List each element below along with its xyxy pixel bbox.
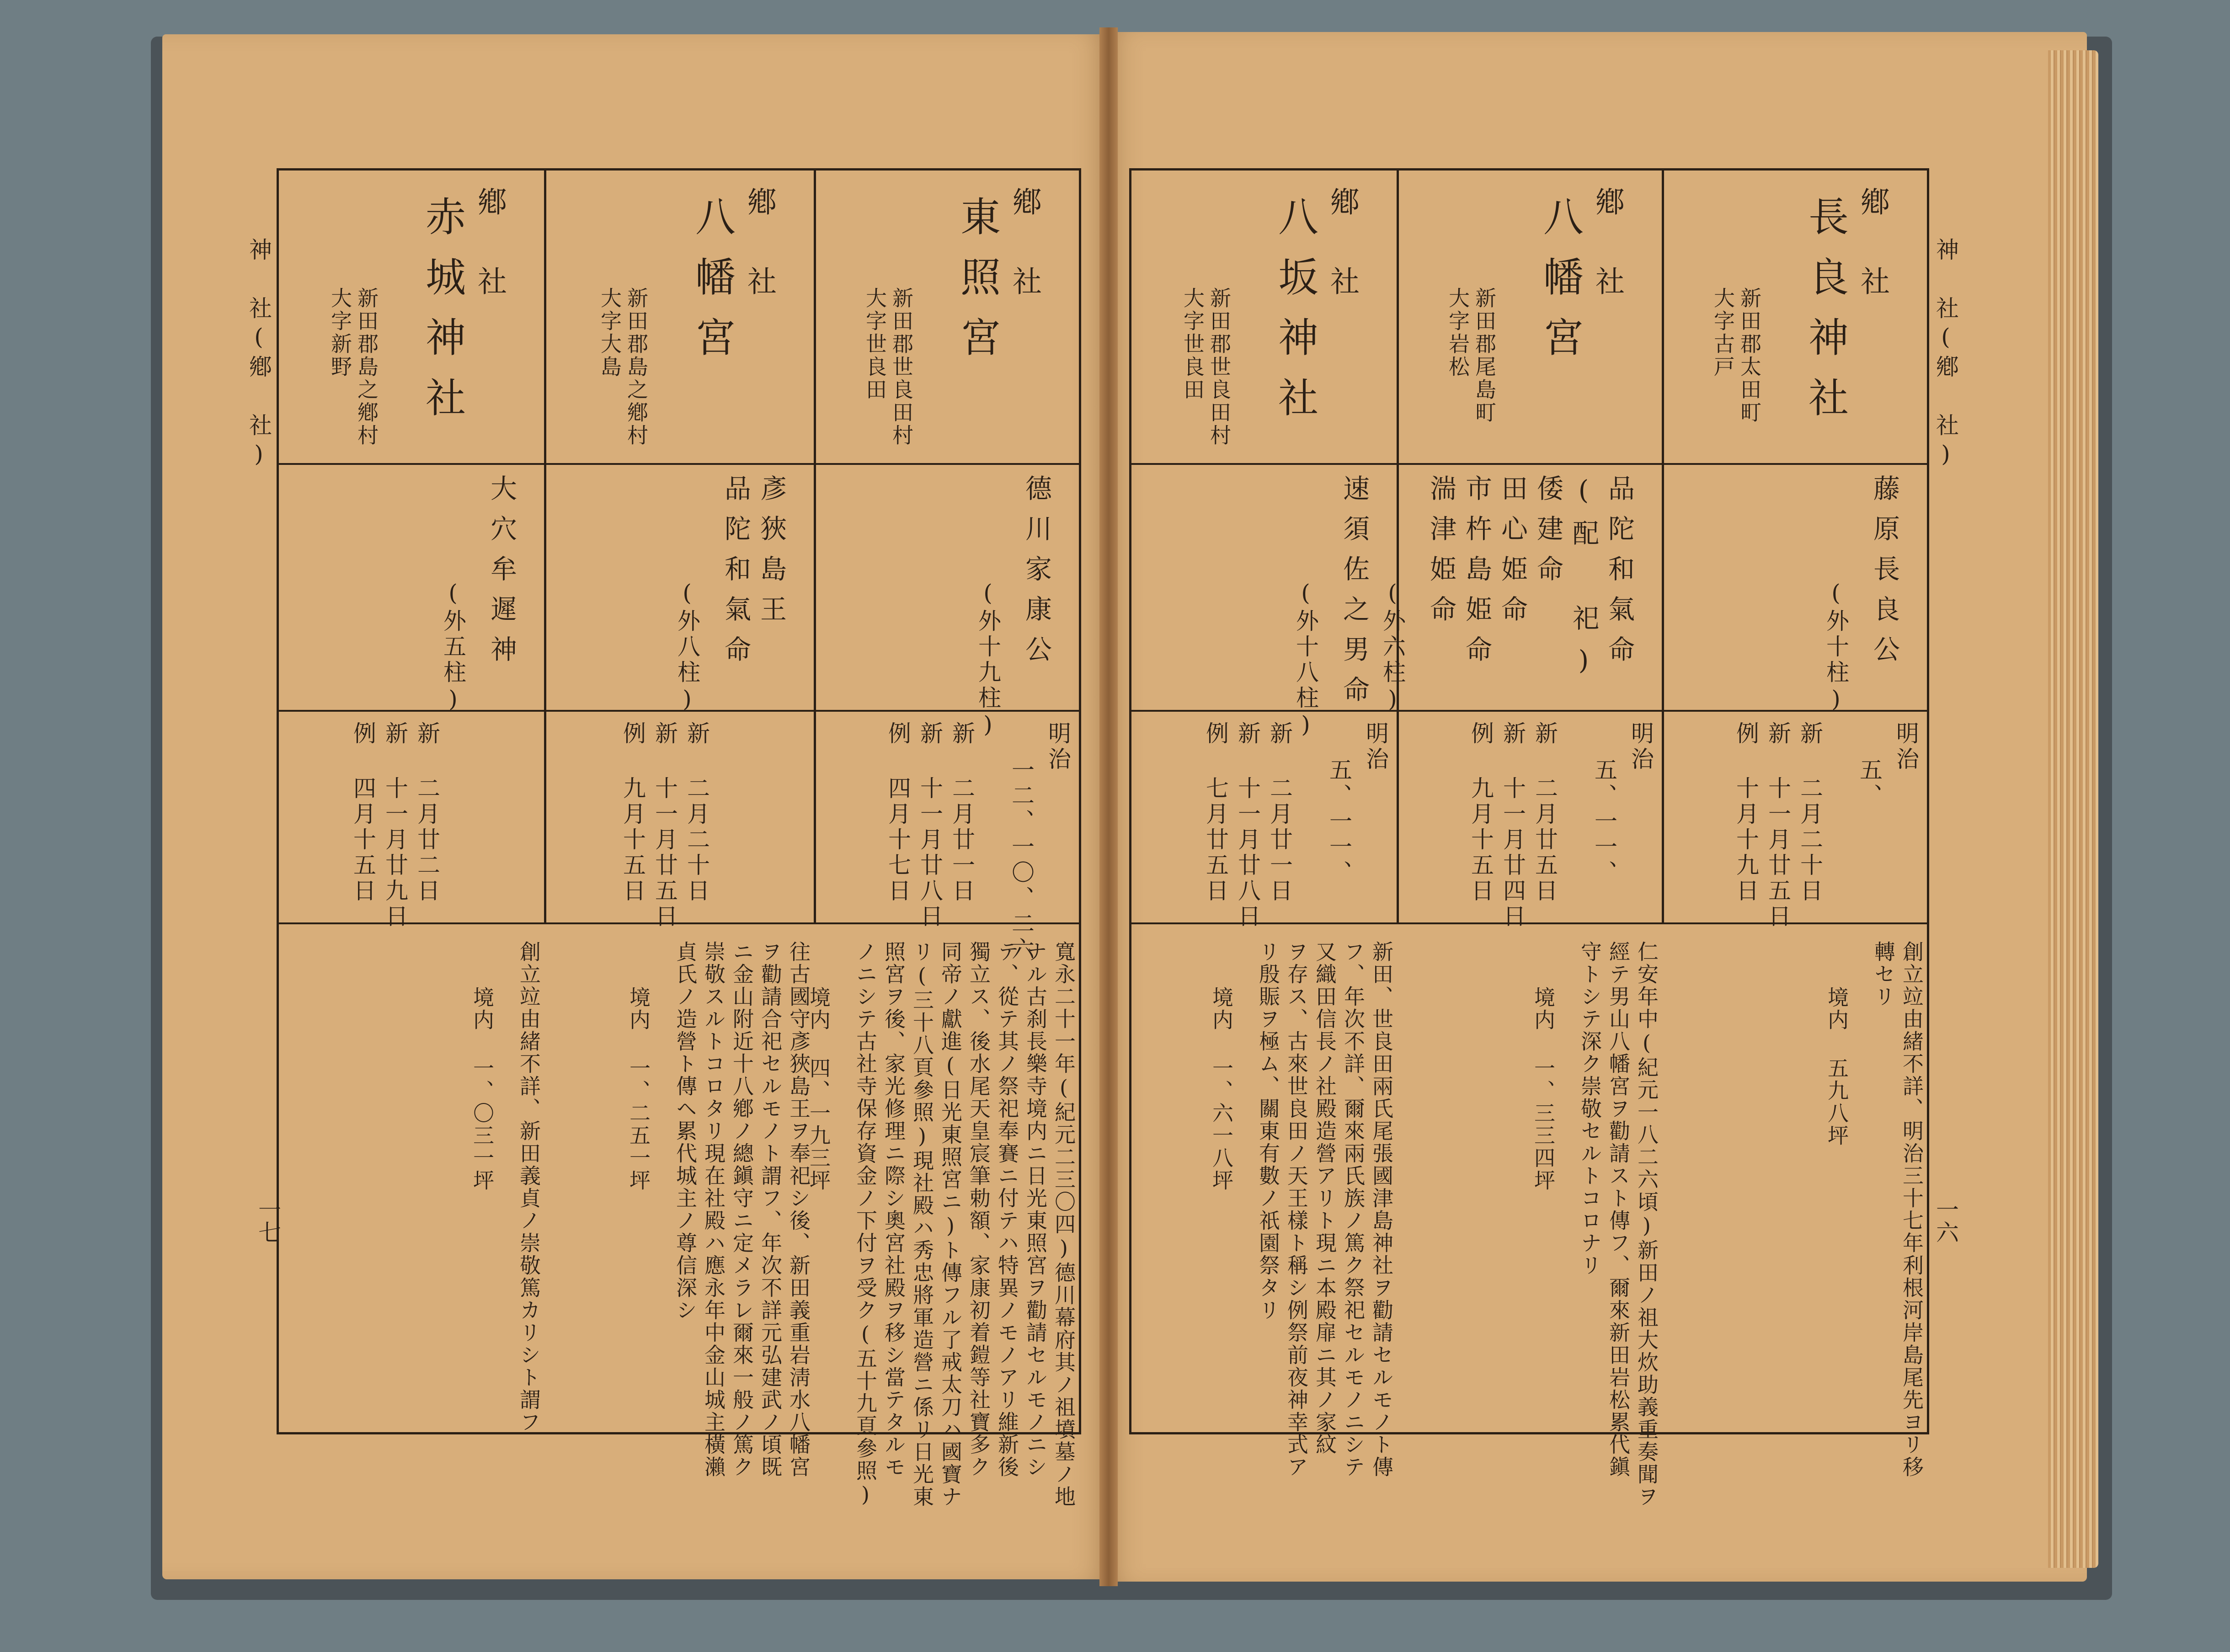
festival-date: 例 九月十五日 — [619, 721, 646, 904]
history-line: 轉セリ — [1871, 941, 1896, 1008]
deity-count: (外十柱) — [1823, 580, 1849, 715]
running-head-right: 神 社(鄕 社) — [1932, 238, 1959, 472]
history-line: 崇敬スルトコロタリ現在社殿ハ應永年中金山城主橫瀨 — [701, 941, 726, 1478]
precinct-area: 境内 一、六一八坪 — [1209, 986, 1234, 1192]
history-line: 創立竝由緒不詳、新田義貞ノ崇敬篤カリシト謂フ — [517, 941, 541, 1434]
designation-era: 明治 — [1893, 721, 1919, 773]
history-line: ニ金山附近十八鄕ノ總鎭守ニ定メラレ爾來一般ノ篤ク — [730, 941, 754, 1478]
history-line: ノニシテ古社寺保存資金ノ下付ヲ受ク(五十九頁參照) — [853, 941, 878, 1508]
page-edges — [2048, 50, 2098, 1568]
shrine-name: 長良神社 — [1802, 196, 1849, 437]
deity-name: 速須佐之男命 — [1339, 474, 1370, 716]
history-line: 寬永二十一年(紀元二三〇四)德川幕府其ノ祖墳墓ノ地 — [1051, 941, 1076, 1508]
deity-count: (外八柱) — [674, 580, 700, 715]
history-line: 貞氏ノ造營ト傳ヘ累代城主ノ尊信深シ — [673, 941, 698, 1322]
deity-count: (外六柱) — [1379, 580, 1406, 715]
shrine-address-line: 新田郡世良田村 — [889, 287, 914, 447]
shrine-address-line: 新田郡太田町 — [1737, 287, 1762, 424]
shrine-address-line: 大字大島 — [598, 287, 622, 378]
designation-year: 一二、一〇、二六 — [1008, 758, 1035, 963]
festival-date: 新 十一月廿四日 — [1499, 721, 1526, 930]
deity-name: 藤原長良公 — [1869, 474, 1900, 676]
shrine-name: 東照宮 — [954, 196, 1001, 377]
shrine-name: 八幡宮 — [1537, 196, 1584, 377]
book-gutter — [1099, 27, 1118, 1586]
history-line: ヲ存ス、古來世良田ノ天王樣ト稱シ例祭前夜神幸式ア — [1284, 941, 1309, 1478]
shrine-address-line: 大字新野 — [328, 287, 352, 378]
shrine-address-line: 大字世良田 — [1180, 287, 1205, 401]
shrine-address-line: 大字古戸 — [1711, 287, 1735, 378]
history-line: 照宮ヲ後、家光修理ニ際シ奧宮社殿ヲ移シ當テタルモ — [881, 941, 906, 1478]
shrine-address-line: 新田郡世良田村 — [1207, 287, 1232, 447]
shrine-address-line: 新田郡島之鄕村 — [624, 287, 649, 447]
history-line: 又織田信長ノ社殿造營アリト現ニ本殿扉ニ其ノ家紋 — [1312, 941, 1337, 1456]
festival-date: 新 十一月廿八日 — [1234, 721, 1261, 930]
designation-era: 明治 — [1362, 721, 1389, 773]
shrine-name: 八幡宮 — [689, 196, 736, 377]
festival-date: 新 二月廿一日 — [1266, 721, 1293, 904]
shrine-category: 鄕 社 — [742, 187, 776, 304]
designation-year: 五、一一、 — [1326, 758, 1352, 886]
deity-name: (配 祀) — [1568, 474, 1599, 689]
festival-date: 新 十一月廿九日 — [382, 721, 408, 930]
history-line: 創立竝由緒不詳、明治三十七年利根河岸島尾先ヨリ移 — [1899, 941, 1924, 1478]
precinct-area: 境内 一、二五一坪 — [626, 986, 651, 1192]
precinct-area: 境内 一、三三四坪 — [1531, 986, 1556, 1192]
shrine-address-line: 新田郡尾島町 — [1472, 287, 1497, 424]
history-line: 同帝ノ獻進(日光東照宮ニ)ト傳フル了戒太刀ハ國寶ナ — [938, 941, 963, 1508]
festival-date: 新 二月二十日 — [683, 721, 710, 904]
designation-era: 明治 — [1627, 721, 1654, 773]
shrine-category: 鄕 社 — [1325, 187, 1359, 304]
row-divider — [1131, 463, 1927, 465]
history-line: フ、年次不詳、爾來兩氏族ノ篤ク祭祀セルモノニシテ — [1341, 941, 1366, 1478]
deity-name: 品陀和氣命 — [720, 474, 751, 676]
festival-date: 新 二月廿二日 — [414, 721, 440, 904]
history-line: リ殷賑ヲ極ム、關東有數ノ祇園祭タリ — [1256, 941, 1280, 1322]
history-line: 新田、世良田兩氏尾張國津島神社ヲ勸請セルモノト傳 — [1369, 941, 1394, 1478]
festival-date: 例 七月廿五日 — [1202, 721, 1229, 904]
deity-name: 大穴牟遲神 — [486, 474, 517, 676]
designation-era: 明治 — [1045, 721, 1071, 773]
festival-date: 例 四月十七日 — [885, 721, 911, 904]
festival-date: 例 四月十五日 — [350, 721, 376, 904]
shrine-category: 鄕 社 — [1590, 187, 1624, 304]
col-divider — [1397, 171, 1399, 922]
deity-name: 市杵島姫命 — [1461, 474, 1492, 676]
col-divider — [544, 171, 546, 922]
history-line: 經テ男山八幡宮ヲ勸請スト傳フ、爾來新田岩松累代鎭 — [1606, 941, 1631, 1478]
deity-name: 德川家康公 — [1021, 474, 1052, 676]
shrine-name: 八坂神社 — [1272, 196, 1319, 437]
history-line: ナル古刹長樂寺境内ニ日光東照宮ヲ勸請セルモノニシ — [1023, 941, 1048, 1478]
festival-date: 新 十一月廿五日 — [1765, 721, 1791, 930]
col-divider — [1662, 171, 1664, 922]
history-line: 往古國守彥狹島王ヲ奉祀シ後、新田義重岩淸水八幡宮 — [786, 941, 811, 1478]
deity-count: (外十八柱) — [1292, 580, 1319, 741]
festival-date: 新 二月廿五日 — [1531, 721, 1558, 904]
designation-year: 五、一一、 — [1591, 758, 1617, 886]
deity-name: 田心姫命 — [1497, 474, 1528, 635]
festival-date: 新 十一月廿五日 — [651, 721, 678, 930]
festival-date: 新 十一月廿八日 — [917, 721, 943, 930]
shrine-address-line: 新田郡島之鄕村 — [354, 287, 379, 447]
precinct-area: 境内 四、一九三坪 — [806, 986, 831, 1192]
row-divider — [1131, 710, 1927, 712]
shrine-name: 赤城神社 — [419, 196, 466, 437]
history-line: 獨立ス、後水尾天皇宸筆勅額、家康初着鎧等社寶多ク — [966, 941, 991, 1478]
deity-count: (外十九柱) — [975, 580, 1001, 741]
deity-name: 湍津姫命 — [1425, 474, 1456, 635]
history-line: テ、從テ其ノ祭祀奉賽ニ付テハ特異ノモノアリ維新後 — [995, 941, 1019, 1478]
history-line: 守トシテ深ク崇敬セルトコロナリ — [1578, 941, 1602, 1277]
deity-count: (外五柱) — [440, 580, 466, 715]
shrine-category: 鄕 社 — [1008, 187, 1041, 304]
festival-date: 新 二月廿一日 — [949, 721, 975, 904]
festival-date: 例 十月十九日 — [1733, 721, 1759, 904]
running-head-left: 神 社(鄕 社) — [245, 238, 272, 472]
col-divider — [814, 171, 816, 922]
history-line: リ(三十八頁參照)現社殿ハ秀忠將軍造營ニ係リ日光東 — [910, 941, 934, 1508]
precinct-area: 境内 五九八坪 — [1825, 986, 1849, 1147]
shrine-category: 鄕 社 — [1856, 187, 1889, 304]
precinct-area: 境内 一、〇三一坪 — [470, 986, 495, 1192]
deity-name: 彥狹島王 — [756, 474, 787, 635]
row-divider — [279, 463, 1079, 465]
deity-name: 倭建命 — [1532, 474, 1563, 595]
festival-date: 新 二月二十日 — [1797, 721, 1823, 904]
shrine-address-line: 大字世良田 — [863, 287, 887, 401]
designation-year: 五、 — [1856, 758, 1883, 809]
history-line: 仁安年中(紀元一八二六頃)新田ノ祖大炊助義重奏聞ヲ — [1634, 941, 1659, 1508]
shrine-category: 鄕 社 — [473, 187, 507, 304]
page-number-left: 一七 — [255, 1198, 281, 1243]
page-number-right: 一六 — [1932, 1198, 1959, 1243]
history-line: ヲ勸請合祀セルモノト謂フ、年次不詳元弘建武ノ頃既 — [758, 941, 783, 1478]
shrine-address-line: 大字岩松 — [1446, 287, 1470, 378]
festival-date: 例 九月十五日 — [1467, 721, 1494, 904]
deity-name: 品陀和氣命 — [1604, 474, 1635, 676]
